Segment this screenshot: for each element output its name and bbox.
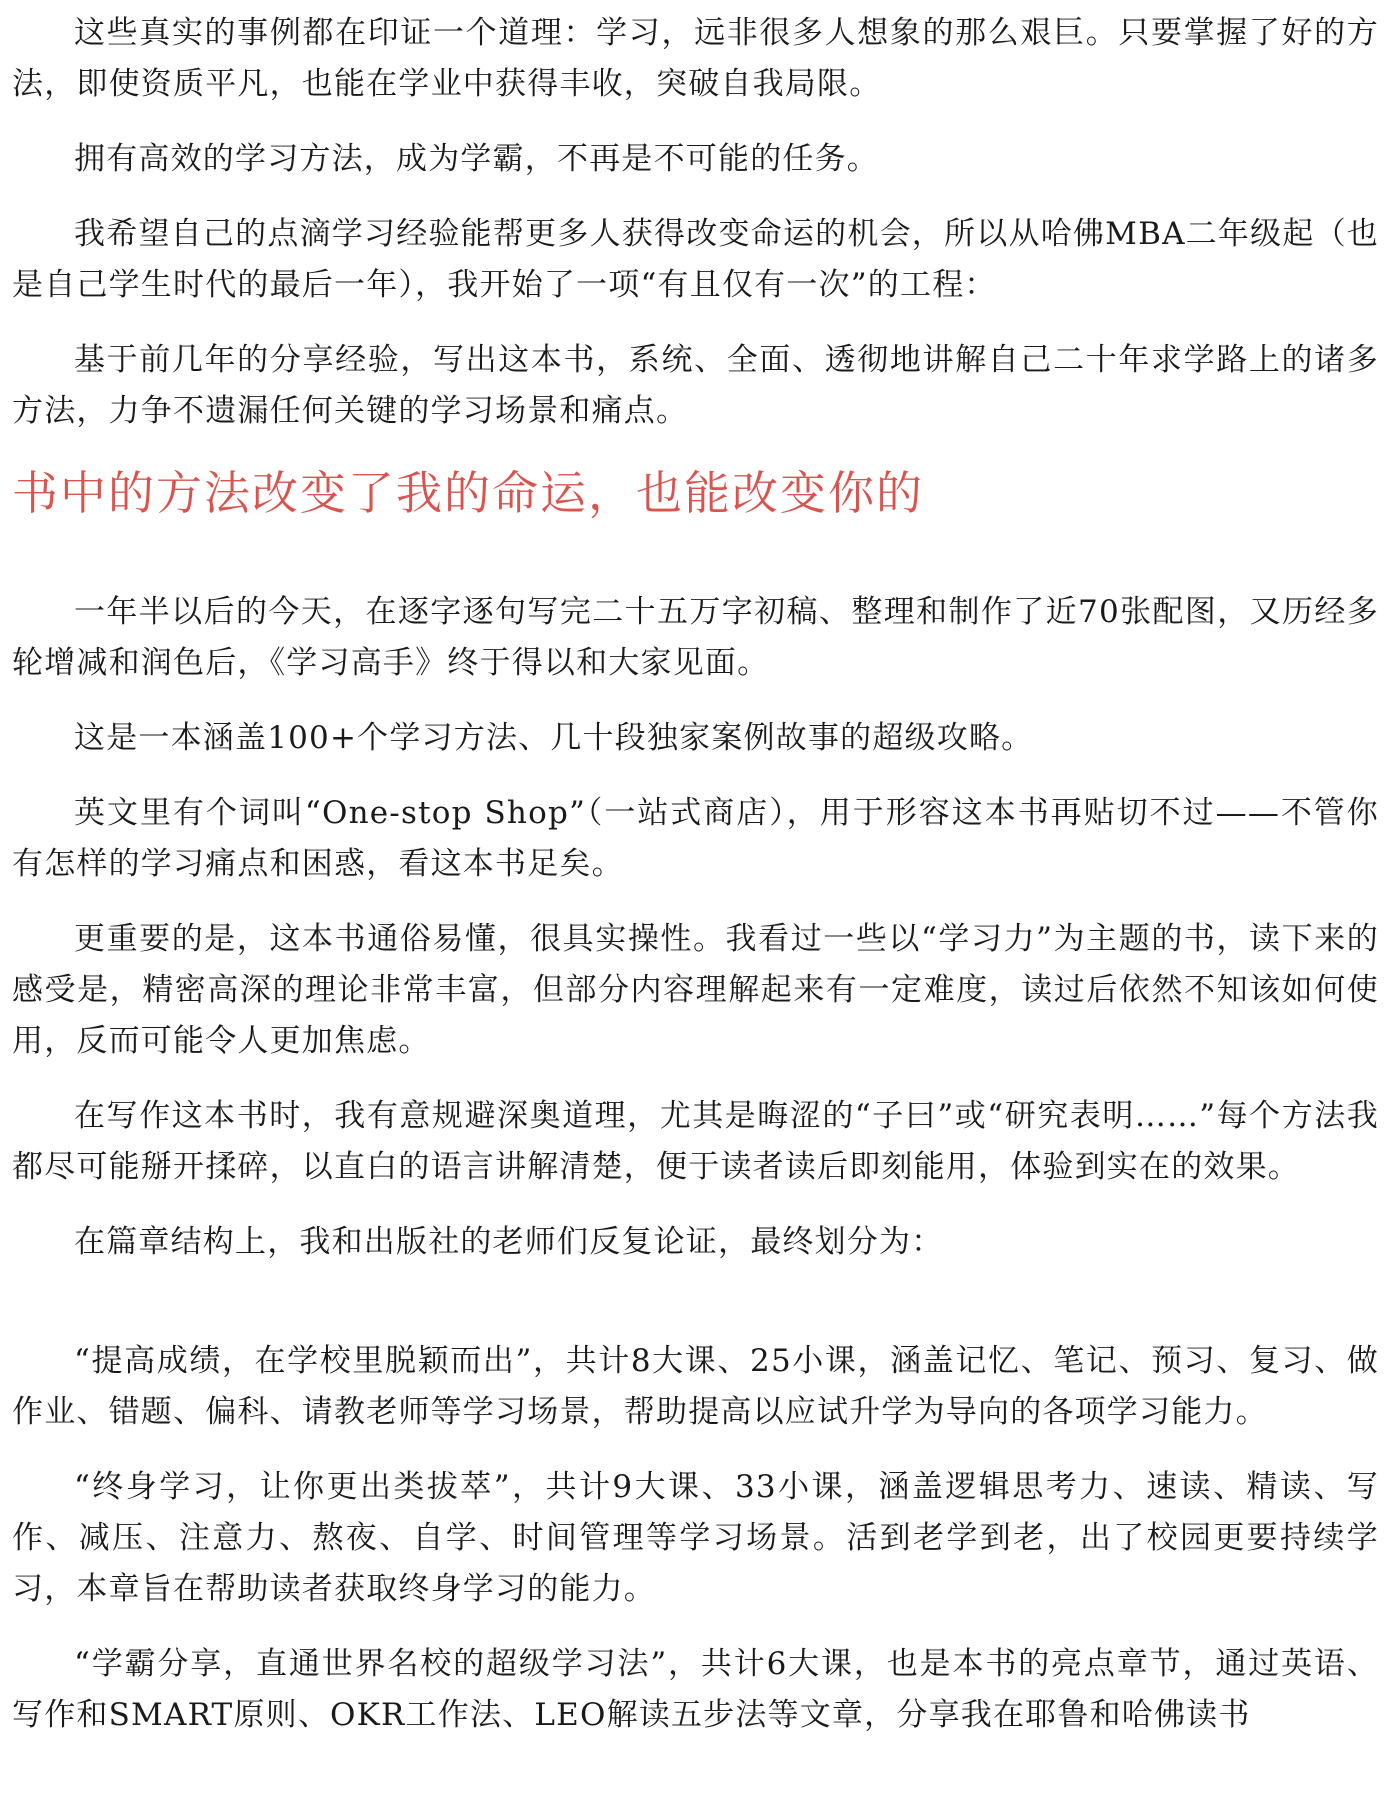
chapter-paragraph: “提高成绩，在学校里脱颖而出”，共计8大课、25小课，涵盖记忆、笔记、预习、复习、做作业、错题、偏科、请教老师等学习场景，帮助提高以应试升学为导向的各项学习能力。	[12, 1343, 1379, 1430]
body-paragraph: 在写作这本书时，我有意规避深奥道理，尤其是晦涩的“子曰”或“研究表明……”每个方法我都尽可能掰开揉碎，以直白的语言讲解清楚，便于读者读后即刻能用，体验到实在的效果。	[12, 1098, 1379, 1185]
intro-paragraph: 拥有高效的学习方法，成为学霸，不再是不可能的任务。	[74, 141, 879, 177]
intro-paragraph: 我希望自己的点滴学习经验能帮更多人获得改变命运的机会，所以从哈佛MBA二年级起（也是自己学生时代的最后一年），我开始了一项“有且仅有一次”的工程：	[12, 216, 1379, 303]
document-page	[12, 8, 1379, 1765]
intro-paragraph: 基于前几年的分享经验，写出这本书，系统、全面、透彻地讲解自己二十年求学路上的诸多方法，力争不遗漏任何关键的学习场景和痛点。	[12, 342, 1379, 429]
body-paragraph: 这是一本涵盖100+个学习方法、几十段独家案例故事的超级攻略。	[74, 720, 1034, 756]
section-heading: 书中的方法改变了我的命运，也能改变你的	[12, 466, 924, 520]
intro-paragraph: 这些真实的事例都在印证一个道理：学习，远非很多人想象的那么艰巨。只要掌握了好的方法，即使资质平凡，也能在学业中获得丰收，突破自我局限。	[12, 15, 1379, 102]
body-paragraph: 英文里有个词叫“One-stop Shop”（一站式商店），用于形容这本书再贴切不过——不管你有怎样的学习痛点和困惑，看这本书足矣。	[12, 795, 1379, 882]
spacer	[12, 1292, 1379, 1336]
chapter-paragraph: “终身学习，让你更出类拔萃”，共计9大课、33小课，涵盖逻辑思考力、速读、精读、写作、减压、注意力、熬夜、自学、时间管理等学习场景。活到老学到老，出了校园更要持续学习，本章旨在帮助读者获取终身学习的能力。	[12, 1469, 1379, 1607]
chapter-paragraph: “学霸分享，直通世界名校的超级学习法”，共计6大课，也是本书的亮点章节，通过英语、写作和SMART原则、OKR工作法、LEO解读五步法等文章，分享我在耶鲁和哈佛读书	[12, 1646, 1379, 1733]
body-paragraph: 更重要的是，这本书通俗易懂，很具实操性。我看过一些以“学习力”为主题的书，读下来的感受是，精密高深的理论非常丰富，但部分内容理解起来有一定难度，读过后依然不知该如何使用，反而可能令人更加焦虑。	[12, 921, 1379, 1059]
body-paragraph: 一年半以后的今天，在逐字逐句写完二十五万字初稿、整理和制作了近70张配图，又历经多轮增减和润色后，《学习高手》终于得以和大家见面。	[12, 594, 1379, 681]
body-paragraph: 在篇章结构上，我和出版社的老师们反复论证，最终划分为：	[74, 1224, 944, 1260]
